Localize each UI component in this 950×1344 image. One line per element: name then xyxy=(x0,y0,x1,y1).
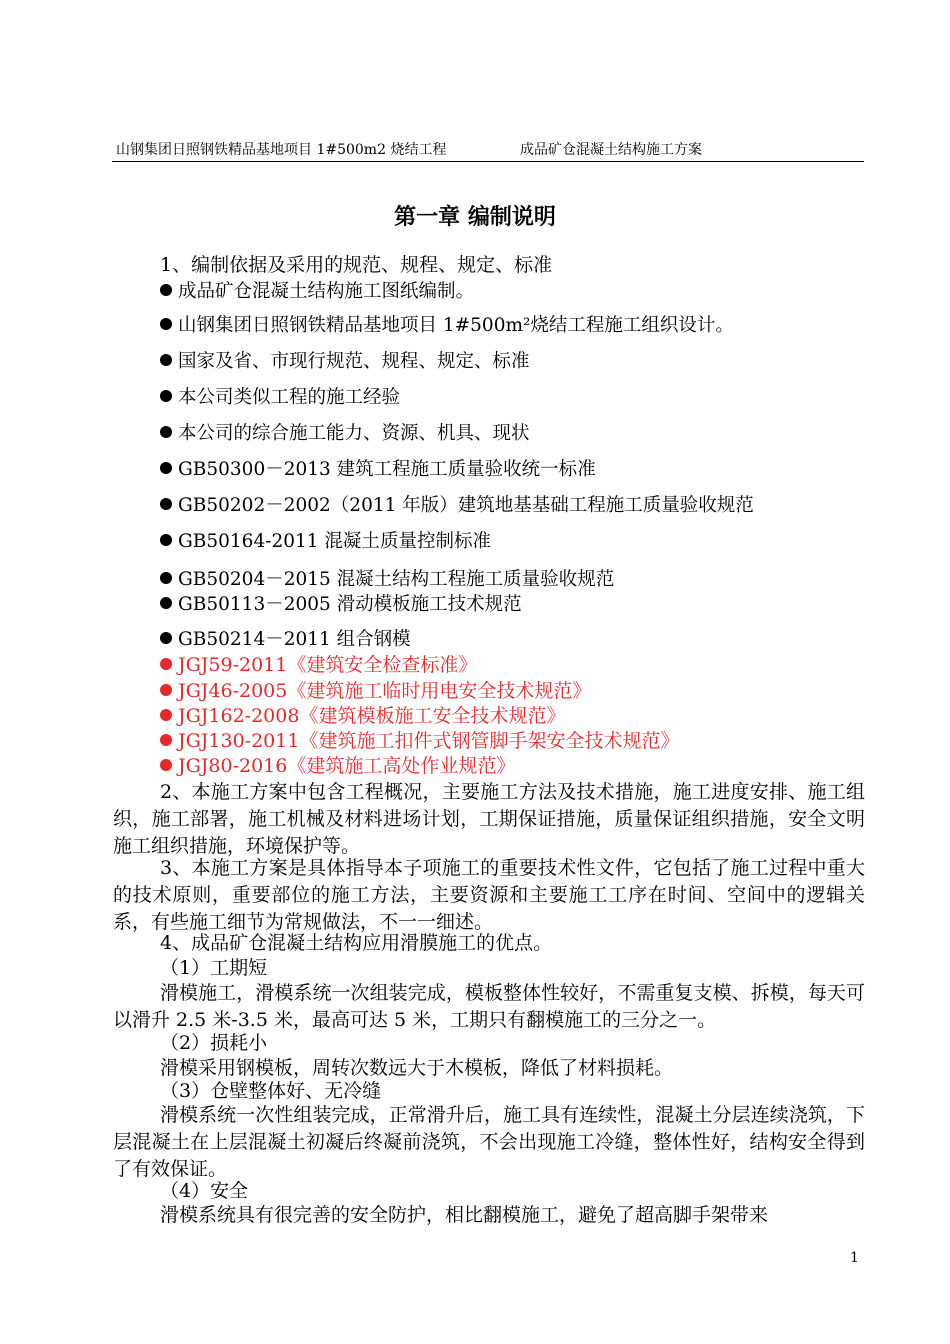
bullet-dot-icon xyxy=(160,498,172,510)
bullet-dot-icon xyxy=(160,632,172,644)
subparagraph-3: 滑模系统一次性组装完成，正常滑升后，施工具有连续性，混凝土分层连续浇筑，下层混凝土在上层混凝土初凝后终凝前浇筑，不会出现施工冷缝，整体性好，结构安全得到了有效保证。 xyxy=(113,1104,865,1180)
bullet-item-red: JGJ59-2011《建筑安全检查标准》 xyxy=(160,656,477,675)
bullet-dot-icon xyxy=(160,572,172,584)
page-number: 1 xyxy=(850,1250,859,1266)
subparagraph-2: 滑模采用钢模板，周转次数远大于木模板，降低了材料损耗。 xyxy=(160,1057,674,1079)
bullet-item: 本公司类似工程的施工经验 xyxy=(160,389,400,408)
bullet-item: GB50202－2002（2011 年版）建筑地基基础工程施工质量验收规范 xyxy=(160,497,754,516)
bullet-dot-icon xyxy=(160,658,172,670)
subheading-2: （2）损耗小 xyxy=(160,1032,268,1054)
header-project-name: 山钢集团日照钢铁精品基地项目 1#500m2 烧结工程 xyxy=(116,142,447,158)
paragraph-3: 3、本施工方案是具体指导本子项施工的重要技术性文件，它包括了施工过程中重大的技术原则，重要部位的施工方法，主要资源和主要施工工序在时间、空间中的逻辑关系，有些施工细节为常规做法，不一一细述。 xyxy=(113,857,865,933)
bullet-item: GB50214－2011 组合钢模 xyxy=(160,631,411,650)
bullet-item: GB50164-2011 混凝土质量控制标准 xyxy=(160,533,491,552)
bullet-item: 国家及省、市现行规范、规程、规定、标准 xyxy=(160,353,530,372)
bullet-item-red: JGJ130-2011《建筑施工扣件式钢管脚手架安全技术规范》 xyxy=(160,732,679,751)
bullet-item-red: JGJ80-2016《建筑施工高处作业规范》 xyxy=(160,757,515,776)
bullet-dot-icon xyxy=(160,709,172,721)
bullet-item-red: JGJ46-2005《建筑施工临时用电安全技术规范》 xyxy=(160,682,591,701)
subheading-1: （1）工期短 xyxy=(160,957,268,979)
subparagraph-4: 滑模系统具有很完善的安全防护，相比翻模施工，避免了超高脚手架带来 xyxy=(160,1204,769,1226)
paragraph-2: 2、本施工方案中包含工程概况，主要施工方法及技术措施，施工进度安排、施工组织，施工部署，施工机械及材料进场计划，工期保证措施，质量保证组织措施，安全文明施工组织措施，环境保护等。 xyxy=(113,781,865,857)
subheading-3: （3）仓壁整体好、无冷缝 xyxy=(160,1080,382,1102)
chapter-title: 第一章 编制说明 xyxy=(394,205,556,230)
bullet-dot-icon xyxy=(160,318,172,330)
paragraph-4: 4、成品矿仓混凝土结构应用滑膜施工的优点。 xyxy=(160,932,553,954)
bullet-dot-icon xyxy=(160,597,172,609)
bullet-dot-icon xyxy=(160,759,172,771)
section-1-heading: 1、编制依据及采用的规范、规程、规定、标准 xyxy=(160,254,553,276)
bullet-item: GB50300－2013 建筑工程施工质量验收统一标准 xyxy=(160,461,596,480)
bullet-dot-icon xyxy=(160,684,172,696)
bullet-dot-icon xyxy=(160,284,172,296)
subheading-4: （4）安全 xyxy=(160,1180,249,1202)
bullet-item: 本公司的综合施工能力、资源、机具、现状 xyxy=(160,425,530,444)
bullet-dot-icon xyxy=(160,734,172,746)
bullet-item-red: JGJ162-2008《建筑模板施工安全技术规范》 xyxy=(160,707,565,726)
bullet-dot-icon xyxy=(160,354,172,366)
bullet-item: GB50113－2005 滑动模板施工技术规范 xyxy=(160,596,522,615)
bullet-dot-icon xyxy=(160,534,172,546)
bullet-dot-icon xyxy=(160,426,172,438)
subparagraph-1: 滑模施工，滑模系统一次组装完成，模板整体性较好，不需重复支模、拆模，每天可以滑升 2.5 米-3.5 米，最高可达 5 米，工期只有翻模施工的三分之一。 xyxy=(113,982,865,1031)
bullet-dot-icon xyxy=(160,462,172,474)
bullet-item: GB50204－2015 混凝土结构工程施工质量验收规范 xyxy=(160,571,614,590)
header-document-name: 成品矿仓混凝土结构施工方案 xyxy=(520,142,702,158)
page-header xyxy=(112,139,864,162)
bullet-dot-icon xyxy=(160,390,172,402)
bullet-item: 山钢集团日照钢铁精品基地项目 1#500m²烧结工程施工组织设计。 xyxy=(160,317,734,336)
bullet-item: 成品矿仓混凝土结构施工图纸编制。 xyxy=(160,283,474,302)
